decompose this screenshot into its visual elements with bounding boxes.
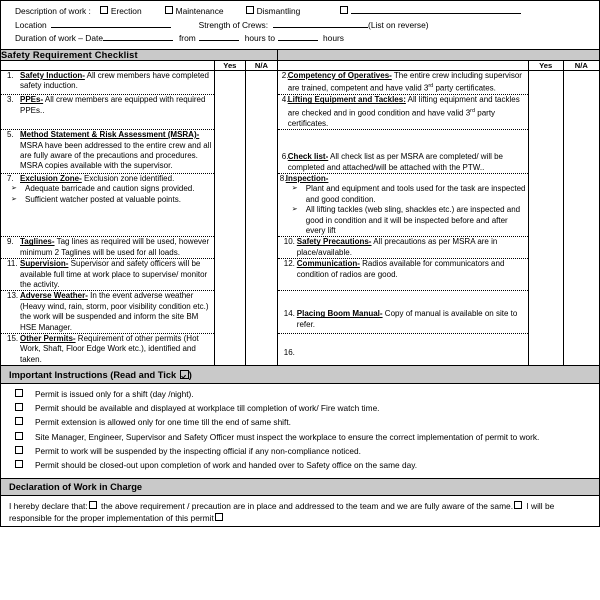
item-10-title: Safety Precautions- — [296, 237, 372, 247]
table-row — [1, 291, 599, 334]
item-1-title: Safety Induction- — [20, 70, 85, 80]
item-5-na-box[interactable] — [246, 130, 278, 174]
item-11-number: 11. — [7, 259, 18, 269]
item-1-na-box[interactable] — [246, 70, 278, 94]
work-description-header — [0, 0, 600, 49]
declaration-text-b: the above requirement / precaution are in place and addressed to the team and we are fully aware of the same. — [98, 500, 514, 511]
item-15-number: 15. — [7, 334, 19, 344]
item-6-text: All check list as per MSRA are completed/ will be completed and attached/will be attached with the PTW.. — [287, 152, 503, 172]
dismantling-label: Dismantling — [256, 6, 301, 16]
item-6-number: 6. — [281, 152, 289, 162]
checklist-item-14 — [277, 291, 528, 334]
checklist-item-9 — [1, 237, 214, 259]
bullet-arrow-icon: ➢ — [11, 185, 17, 193]
instruction-checkbox-1[interactable] — [9, 389, 35, 401]
table-row — [1, 259, 599, 291]
tick-checkbox-icon — [180, 370, 189, 379]
item-15-title: Other Permits- — [20, 334, 76, 344]
item-2-superscript: rd — [428, 83, 434, 90]
right-na-header: N/A — [563, 60, 599, 70]
item-15-text: Requirement of other permits (Hot Work, Shaft, Floor Edge Work etc.), identified and taken. — [20, 334, 199, 364]
item-13-na-box[interactable] — [246, 291, 278, 334]
item-9-yes-box[interactable] — [214, 237, 246, 259]
item-13-number: 13. — [7, 291, 19, 301]
location-row — [15, 18, 589, 32]
item-2-text-b: party certificates. — [433, 83, 496, 93]
item-12-na-box[interactable] — [563, 259, 599, 291]
instruction-checkbox-2[interactable] — [9, 403, 35, 415]
item-16-number: 16. — [283, 348, 295, 358]
list-item — [9, 460, 591, 472]
item-10-number: 10. — [283, 237, 295, 247]
item-14-yes-box[interactable] — [528, 291, 563, 334]
duration-date-input[interactable] — [103, 31, 173, 41]
item-10-na-box[interactable] — [563, 237, 599, 259]
declaration-text — [1, 496, 599, 526]
instruction-text-3: Permit extension is allowed only for one time till the end of same shift. — [35, 417, 291, 428]
declaration-checkbox-3[interactable] — [215, 513, 223, 521]
instruction-checkbox-3[interactable] — [9, 417, 35, 429]
instructions-title-text-b: ) — [188, 370, 192, 381]
bullet-arrow-icon: ➢ — [291, 206, 298, 214]
checklist-item-3 — [1, 95, 214, 130]
list-item — [9, 446, 591, 458]
item-11-na-box[interactable] — [246, 259, 278, 291]
item-3-yes-box[interactable] — [214, 95, 246, 130]
maintenance-checkbox[interactable] — [165, 6, 173, 14]
declaration-checkbox-2[interactable] — [514, 501, 522, 509]
duration-row — [15, 31, 589, 47]
item-5-yes-box[interactable] — [214, 130, 246, 174]
instruction-checkbox-6[interactable] — [9, 460, 35, 472]
checklist-item-7 — [1, 173, 214, 236]
declaration-title: Declaration of Work in Charge — [1, 478, 599, 496]
item-13-text: In the event adverse weather (Heavy wind, rain, storm, poor visibility condition etc.) the work will be suspended and inform the site BM HSE Manager. — [20, 291, 209, 332]
item-1-yes-box[interactable] — [214, 70, 246, 94]
duration-label: Duration of work – Date — [15, 33, 103, 44]
checklist-item-10 — [277, 237, 528, 259]
item-15-na-box[interactable] — [246, 334, 278, 366]
instruction-text-5: Permit to work will be suspended by the inspecting official if any non-compliance noticed. — [35, 445, 361, 456]
checklist-item-5 — [1, 130, 214, 174]
item-15-yes-box[interactable] — [214, 334, 246, 366]
item-14-title: Placing Boom Manual- — [296, 309, 383, 319]
description-of-work-row — [15, 4, 589, 18]
checklist-item-8 — [277, 173, 528, 236]
checklist-item-2 — [277, 70, 528, 94]
instruction-checkbox-5[interactable] — [9, 446, 35, 458]
item-8-title: Inspection- — [285, 173, 329, 183]
item-2-na-box[interactable] — [563, 70, 599, 94]
item-2-title: Competency of Operatives- — [287, 70, 392, 80]
other-work-input[interactable] — [351, 4, 521, 14]
item-7-title: Exclusion Zone- — [20, 173, 82, 183]
item-4-superscript: rd — [470, 107, 476, 114]
item-3-title: PPEs- — [20, 95, 44, 105]
table-row — [1, 95, 599, 130]
item-1-text: All crew members have completed safety induction. — [20, 70, 209, 91]
checklist-item-1 — [1, 70, 214, 94]
item-5-number: 5. — [7, 130, 14, 140]
instruction-text-4: Site Manager, Engineer, Supervisor and Safety Officer must inspect the workplace to ensure the correct implementation of permit to work. — [35, 431, 540, 442]
item-7-sub-1: Adequate barricade and caution signs provided. — [25, 184, 195, 194]
item-3-text: All crew members are equipped with required PPEs.. — [20, 95, 206, 115]
item-1-number: 1. — [7, 70, 14, 80]
left-na-header: N/A — [246, 60, 278, 70]
location-label: Location — [15, 19, 47, 30]
hours-label: hours — [323, 33, 344, 44]
table-row — [1, 334, 599, 366]
hours-to-label: hours to — [244, 33, 275, 44]
checklist-item-16 — [277, 334, 528, 366]
item-4-na-box[interactable] — [563, 95, 599, 130]
left-header-blank — [1, 60, 214, 70]
item-6-yes-box[interactable] — [528, 130, 563, 174]
right-yes-header: Yes — [528, 60, 563, 70]
item-11-yes-box[interactable] — [214, 259, 246, 291]
checklist-item-6 — [277, 130, 528, 174]
item-3-number: 3. — [7, 95, 14, 105]
instructions-title-text-a: Important Instructions (Read and Tick — [9, 370, 179, 381]
item-4-number: 4. — [281, 95, 289, 105]
instruction-text-6: Permit should be closed-out upon completion of work and handed over to Safety office on the same day. — [35, 459, 418, 470]
item-14-na-box[interactable] — [563, 291, 599, 334]
table-row — [1, 130, 599, 174]
description-of-work-label: Description of work : — [15, 6, 91, 16]
item-8-na-box[interactable] — [563, 173, 599, 236]
checklist-item-12 — [277, 259, 528, 291]
instruction-text-2: Permit should be available and displayed at workplace till completion of work/ Fire watch time. — [35, 403, 380, 414]
list-item — [9, 389, 591, 401]
list-item — [9, 432, 591, 444]
bullet-arrow-icon: ➢ — [291, 185, 298, 193]
important-instructions-title — [1, 366, 599, 384]
item-4-title: Lifting Equipment and Tackles: — [287, 95, 406, 105]
checklist-band-row — [1, 50, 599, 61]
item-4-yes-box[interactable] — [528, 95, 563, 130]
item-14-number: 14. — [283, 309, 295, 319]
to-time-input[interactable] — [278, 31, 318, 41]
checklist-item-4 — [277, 95, 528, 130]
item-7-sub-2: Sufficient watcher posted at valuable points. — [25, 194, 181, 204]
bullet-arrow-icon: ➢ — [11, 195, 17, 203]
item-10-yes-box[interactable] — [528, 237, 563, 259]
item-12-yes-box[interactable] — [528, 259, 563, 291]
erection-checkbox[interactable] — [100, 6, 108, 14]
declaration-text-a: I hereby declare that: — [9, 500, 88, 511]
item-7-number: 7. — [7, 173, 14, 183]
item-13-title: Adverse Weather- — [20, 291, 88, 301]
list-item — [9, 403, 591, 415]
item-2-text-a: The entire crew including supervisor are trained, competent and have valid 3 — [287, 70, 522, 93]
item-2-yes-box[interactable] — [528, 70, 563, 94]
item-10-text: All precautions as per MSRA are in place/available. — [296, 237, 498, 257]
item-9-title: Taglines- — [20, 237, 55, 247]
instruction-text-1: Permit is issued only for a shift (day /night). — [35, 389, 194, 400]
item-12-text: Radios available for communicators and condition of radios are good. — [296, 259, 505, 279]
item-8-yes-box[interactable] — [528, 173, 563, 236]
declaration-text-c: I will be responsible for the proper implementation of this permit — [9, 500, 555, 523]
table-row — [1, 173, 599, 236]
dismantling-checkbox[interactable] — [246, 6, 254, 14]
from-time-input[interactable] — [199, 31, 239, 41]
safety-requirement-checklist-table — [0, 49, 600, 366]
checklist-column-header-row — [1, 60, 599, 70]
item-9-na-box[interactable] — [246, 237, 278, 259]
item-7-na-box[interactable] — [246, 173, 278, 236]
item-9-number: 9. — [7, 237, 14, 247]
checklist-item-11 — [1, 259, 214, 291]
list-item — [9, 417, 591, 429]
item-6-title: Check list- — [287, 152, 329, 162]
item-11-title: Supervision- — [20, 259, 69, 269]
location-input[interactable] — [51, 18, 171, 28]
item-16-text — [297, 348, 528, 357]
instructions-list — [1, 384, 599, 478]
item-14-text: Copy of manual is available on site to refer. — [296, 309, 518, 329]
item-5-title: Method Statement & Risk Assessment (MSRA)- — [20, 130, 200, 140]
maintenance-label: Maintenance — [175, 6, 224, 16]
checklist-band-spacer — [277, 50, 599, 61]
item-7-text: Exclusion zone identified. — [81, 173, 175, 183]
strength-of-crews-label: Strength of Crews: — [198, 19, 269, 30]
item-8-number: 8. — [279, 173, 287, 183]
checklist-item-15 — [1, 334, 214, 366]
item-2-number: 2. — [281, 70, 289, 80]
table-row — [1, 70, 599, 94]
item-16-yes-box[interactable] — [528, 334, 563, 366]
item-11-text: Supervisor and safety officers will be available full time at work place to supervise/ monitor the activity. — [20, 259, 208, 289]
item-7-yes-box[interactable] — [214, 173, 246, 236]
item-8-sub-1: Plant and equipment and tools used for the task are inspected and good condition. — [305, 184, 526, 204]
right-header-blank — [277, 60, 528, 70]
strength-of-crews-input[interactable] — [273, 18, 368, 28]
item-4-text-a: All lifting equipment and tackles are checked and in good condition and have valid 3 — [287, 95, 520, 118]
item-4-text-b: party certificates. — [287, 108, 496, 128]
important-instructions-section — [0, 366, 600, 527]
from-label: from — [178, 33, 196, 44]
declaration-checkbox-1[interactable] — [89, 501, 97, 509]
item-12-title: Communication- — [296, 259, 360, 269]
other-work-checkbox[interactable] — [340, 6, 348, 14]
item-12-number: 12. — [283, 259, 295, 269]
item-9-text: Tag lines as required will be used, however minimum 2 Taglines will be used for all loads. — [20, 237, 210, 257]
list-on-reverse-note: (List on reverse) — [368, 19, 429, 30]
item-16-na-box[interactable] — [563, 334, 599, 366]
instruction-checkbox-4[interactable] — [9, 432, 35, 444]
erection-label: Erection — [110, 6, 142, 16]
left-yes-header: Yes — [214, 60, 246, 70]
item-6-na-box[interactable] — [563, 130, 599, 174]
item-3-na-box[interactable] — [246, 95, 278, 130]
checklist-item-13 — [1, 291, 214, 334]
item-5-text: MSRA have been addressed to the entire crew and all are fully aware of the precautions and procedures. MSRA copies available with the supervisor. — [20, 140, 212, 171]
table-row — [1, 237, 599, 259]
item-13-yes-box[interactable] — [214, 291, 246, 334]
checklist-band-title: Safety Requirement Checklist — [1, 50, 277, 61]
item-8-sub-2: All lifting tackles (web sling, shackles etc.) are inspected and good in condition and it will be inspected before and after every lift — [305, 205, 521, 235]
